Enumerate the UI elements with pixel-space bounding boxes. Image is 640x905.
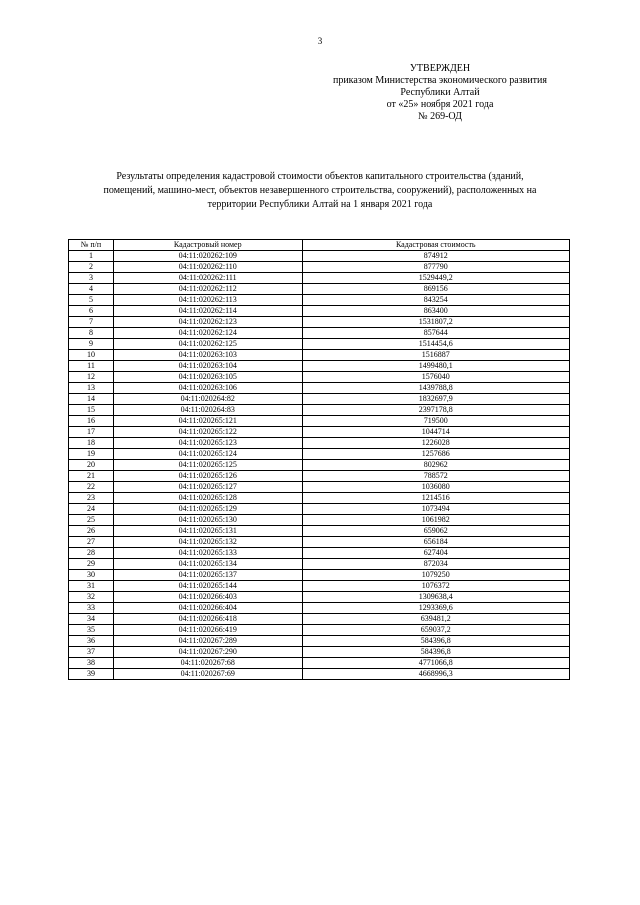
cell-row-number: 29 bbox=[69, 559, 114, 570]
cell-cadastral-value: 857644 bbox=[302, 328, 569, 339]
table-row bbox=[69, 416, 570, 427]
cell-cadastral-value: 802962 bbox=[302, 460, 569, 471]
cell-row-number: 2 bbox=[69, 262, 114, 273]
cell-row-number: 38 bbox=[69, 658, 114, 669]
cell-cadastral-number: 04:11:020266:418 bbox=[113, 614, 302, 625]
table-row bbox=[69, 493, 570, 504]
table-row bbox=[69, 515, 570, 526]
approval-number-line: № 269-ОД bbox=[418, 111, 462, 122]
table-row bbox=[69, 284, 570, 295]
table-row bbox=[69, 614, 570, 625]
cell-row-number: 7 bbox=[69, 317, 114, 328]
cell-cadastral-value: 1073494 bbox=[302, 504, 569, 515]
table-row bbox=[69, 251, 570, 262]
cell-cadastral-value: 863400 bbox=[302, 306, 569, 317]
approval-order-line: приказом Министерства экономического развития bbox=[332, 75, 548, 86]
table-row bbox=[69, 449, 570, 460]
table-row bbox=[69, 548, 570, 559]
cell-cadastral-value: 656184 bbox=[302, 537, 569, 548]
approval-region-line: Республики Алтай bbox=[400, 87, 480, 98]
cell-cadastral-number: 04:11:020267:290 bbox=[113, 647, 302, 658]
cell-cadastral-number: 04:11:020265:128 bbox=[113, 493, 302, 504]
cell-cadastral-number: 04:11:020262:112 bbox=[113, 284, 302, 295]
cell-cadastral-number: 04:11:020263:103 bbox=[113, 350, 302, 361]
cell-row-number: 30 bbox=[69, 570, 114, 581]
cell-row-number: 21 bbox=[69, 471, 114, 482]
cell-cadastral-number: 04:11:020266:419 bbox=[113, 625, 302, 636]
table-row bbox=[69, 317, 570, 328]
cell-cadastral-value: 2397178,8 bbox=[302, 405, 569, 416]
cell-cadastral-number: 04:11:020265:129 bbox=[113, 504, 302, 515]
cell-row-number: 32 bbox=[69, 592, 114, 603]
cell-cadastral-number: 04:11:020265:133 bbox=[113, 548, 302, 559]
page-number: 3 bbox=[317, 36, 323, 46]
table-row bbox=[69, 361, 570, 372]
cell-cadastral-number: 04:11:020262:123 bbox=[113, 317, 302, 328]
table-row bbox=[69, 394, 570, 405]
cell-row-number: 25 bbox=[69, 515, 114, 526]
cell-cadastral-number: 04:11:020265:132 bbox=[113, 537, 302, 548]
cell-cadastral-number: 04:11:020265:121 bbox=[113, 416, 302, 427]
cell-cadastral-value: 719500 bbox=[302, 416, 569, 427]
table-row bbox=[69, 339, 570, 350]
cell-row-number: 26 bbox=[69, 526, 114, 537]
cell-row-number: 12 bbox=[69, 372, 114, 383]
header-cadastral-value: Кадастровая стоимость bbox=[302, 240, 569, 251]
cell-row-number: 28 bbox=[69, 548, 114, 559]
cell-cadastral-number: 04:11:020265:131 bbox=[113, 526, 302, 537]
approval-heading: УТВЕРЖДЕН bbox=[409, 63, 471, 74]
table-row bbox=[69, 570, 570, 581]
cell-cadastral-number: 04:11:020266:404 bbox=[113, 603, 302, 614]
cell-row-number: 36 bbox=[69, 636, 114, 647]
cell-cadastral-value: 1044714 bbox=[302, 427, 569, 438]
table-row bbox=[69, 669, 570, 680]
table-row bbox=[69, 306, 570, 317]
cell-row-number: 14 bbox=[69, 394, 114, 405]
document-title bbox=[70, 170, 570, 212]
cell-cadastral-value: 1309638,4 bbox=[302, 592, 569, 603]
table-row bbox=[69, 482, 570, 493]
cell-cadastral-value: 1214516 bbox=[302, 493, 569, 504]
cell-cadastral-value: 659062 bbox=[302, 526, 569, 537]
table-row bbox=[69, 537, 570, 548]
cell-row-number: 1 bbox=[69, 251, 114, 262]
cell-row-number: 27 bbox=[69, 537, 114, 548]
cell-cadastral-value: 788572 bbox=[302, 471, 569, 482]
cell-cadastral-value: 1036080 bbox=[302, 482, 569, 493]
cell-cadastral-number: 04:11:020262:125 bbox=[113, 339, 302, 350]
cell-cadastral-value: 874912 bbox=[302, 251, 569, 262]
cell-row-number: 6 bbox=[69, 306, 114, 317]
approval-date-line: от «25» ноября 2021 года bbox=[386, 99, 494, 110]
cell-cadastral-value: 659037,2 bbox=[302, 625, 569, 636]
table-row bbox=[69, 427, 570, 438]
table-row bbox=[69, 603, 570, 614]
cell-row-number: 5 bbox=[69, 295, 114, 306]
cell-cadastral-value: 1061982 bbox=[302, 515, 569, 526]
cell-cadastral-number: 04:11:020265:124 bbox=[113, 449, 302, 460]
cell-cadastral-number: 04:11:020265:122 bbox=[113, 427, 302, 438]
table-row bbox=[69, 460, 570, 471]
cell-cadastral-number: 04:11:020262:111 bbox=[113, 273, 302, 284]
cell-cadastral-value: 584396,8 bbox=[302, 647, 569, 658]
cell-row-number: 10 bbox=[69, 350, 114, 361]
cell-cadastral-number: 04:11:020265:130 bbox=[113, 515, 302, 526]
cell-row-number: 24 bbox=[69, 504, 114, 515]
cell-cadastral-value: 1439788,8 bbox=[302, 383, 569, 394]
cell-cadastral-number: 04:11:020262:109 bbox=[113, 251, 302, 262]
cell-cadastral-value: 639481,2 bbox=[302, 614, 569, 625]
header-cadastral-number: Кадастровый номер bbox=[113, 240, 302, 251]
cell-cadastral-value: 843254 bbox=[302, 295, 569, 306]
cell-cadastral-value: 1076372 bbox=[302, 581, 569, 592]
cell-cadastral-number: 04:11:020262:114 bbox=[113, 306, 302, 317]
cell-row-number: 35 bbox=[69, 625, 114, 636]
cell-row-number: 37 bbox=[69, 647, 114, 658]
header-row-number: № п/п bbox=[69, 240, 114, 251]
cell-cadastral-value: 4668996,3 bbox=[302, 669, 569, 680]
table-row bbox=[69, 295, 570, 306]
table-row bbox=[69, 504, 570, 515]
cell-row-number: 17 bbox=[69, 427, 114, 438]
cell-cadastral-number: 04:11:020267:289 bbox=[113, 636, 302, 647]
cell-cadastral-value: 627404 bbox=[302, 548, 569, 559]
cell-row-number: 22 bbox=[69, 482, 114, 493]
cell-cadastral-number: 04:11:020265:134 bbox=[113, 559, 302, 570]
cell-row-number: 8 bbox=[69, 328, 114, 339]
cell-cadastral-value: 584396,8 bbox=[302, 636, 569, 647]
table-row bbox=[69, 647, 570, 658]
cadastral-value-table bbox=[68, 239, 570, 680]
table-row bbox=[69, 559, 570, 570]
cell-row-number: 18 bbox=[69, 438, 114, 449]
cell-row-number: 9 bbox=[69, 339, 114, 350]
cell-cadastral-value: 877790 bbox=[302, 262, 569, 273]
cell-cadastral-number: 04:11:020266:403 bbox=[113, 592, 302, 603]
cell-row-number: 3 bbox=[69, 273, 114, 284]
cell-row-number: 34 bbox=[69, 614, 114, 625]
document-title-line: помещений, машино-мест, объектов незавершенного строительства, сооружений), расположенных на bbox=[103, 185, 537, 196]
cell-cadastral-number: 04:11:020265:123 bbox=[113, 438, 302, 449]
table-row bbox=[69, 383, 570, 394]
cell-cadastral-value: 1257686 bbox=[302, 449, 569, 460]
cell-cadastral-number: 04:11:020265:127 bbox=[113, 482, 302, 493]
table-row bbox=[69, 372, 570, 383]
document-title-line: Результаты определения кадастровой стоимости объектов капитального строительства (зданий, bbox=[116, 171, 524, 182]
cell-row-number: 4 bbox=[69, 284, 114, 295]
cell-cadastral-value: 4771066,8 bbox=[302, 658, 569, 669]
table-body bbox=[69, 251, 570, 680]
cell-cadastral-number: 04:11:020262:124 bbox=[113, 328, 302, 339]
cell-cadastral-value: 1499480,1 bbox=[302, 361, 569, 372]
table-row bbox=[69, 405, 570, 416]
cell-cadastral-value: 1516887 bbox=[302, 350, 569, 361]
cell-cadastral-value: 872034 bbox=[302, 559, 569, 570]
cell-row-number: 33 bbox=[69, 603, 114, 614]
cell-cadastral-number: 04:11:020265:126 bbox=[113, 471, 302, 482]
table-row bbox=[69, 471, 570, 482]
cell-row-number: 13 bbox=[69, 383, 114, 394]
cell-row-number: 39 bbox=[69, 669, 114, 680]
cell-cadastral-number: 04:11:020263:104 bbox=[113, 361, 302, 372]
cell-cadastral-value: 869156 bbox=[302, 284, 569, 295]
cell-cadastral-number: 04:11:020263:105 bbox=[113, 372, 302, 383]
cell-cadastral-value: 1529449,2 bbox=[302, 273, 569, 284]
cell-cadastral-value: 1514454,6 bbox=[302, 339, 569, 350]
cell-cadastral-value: 1531807,2 bbox=[302, 317, 569, 328]
cell-cadastral-number: 04:11:020265:125 bbox=[113, 460, 302, 471]
table-row bbox=[69, 273, 570, 284]
cell-cadastral-value: 1293369,6 bbox=[302, 603, 569, 614]
cell-row-number: 15 bbox=[69, 405, 114, 416]
table-row bbox=[69, 658, 570, 669]
cell-row-number: 11 bbox=[69, 361, 114, 372]
cell-cadastral-number: 04:11:020262:113 bbox=[113, 295, 302, 306]
cell-row-number: 31 bbox=[69, 581, 114, 592]
cell-row-number: 19 bbox=[69, 449, 114, 460]
cell-cadastral-value: 1832697,9 bbox=[302, 394, 569, 405]
cell-cadastral-number: 04:11:020265:144 bbox=[113, 581, 302, 592]
cell-cadastral-number: 04:11:020265:137 bbox=[113, 570, 302, 581]
table-row bbox=[69, 526, 570, 537]
table-row bbox=[69, 350, 570, 361]
approval-block bbox=[300, 63, 580, 123]
table-row bbox=[69, 262, 570, 273]
cell-cadastral-value: 1576040 bbox=[302, 372, 569, 383]
table-row bbox=[69, 592, 570, 603]
cell-cadastral-value: 1226028 bbox=[302, 438, 569, 449]
table-header-row bbox=[69, 240, 570, 251]
cell-cadastral-number: 04:11:020264:83 bbox=[113, 405, 302, 416]
table-row bbox=[69, 328, 570, 339]
table-row bbox=[69, 636, 570, 647]
cell-row-number: 16 bbox=[69, 416, 114, 427]
cell-cadastral-number: 04:11:020262:110 bbox=[113, 262, 302, 273]
table-row bbox=[69, 581, 570, 592]
cell-cadastral-number: 04:11:020264:82 bbox=[113, 394, 302, 405]
cell-row-number: 23 bbox=[69, 493, 114, 504]
table-row bbox=[69, 625, 570, 636]
table-row bbox=[69, 438, 570, 449]
cell-cadastral-number: 04:11:020263:106 bbox=[113, 383, 302, 394]
cell-cadastral-value: 1079250 bbox=[302, 570, 569, 581]
cell-cadastral-number: 04:11:020267:68 bbox=[113, 658, 302, 669]
cell-cadastral-number: 04:11:020267:69 bbox=[113, 669, 302, 680]
cell-row-number: 20 bbox=[69, 460, 114, 471]
document-title-line: территории Республики Алтай на 1 января 2021 года bbox=[207, 199, 433, 210]
